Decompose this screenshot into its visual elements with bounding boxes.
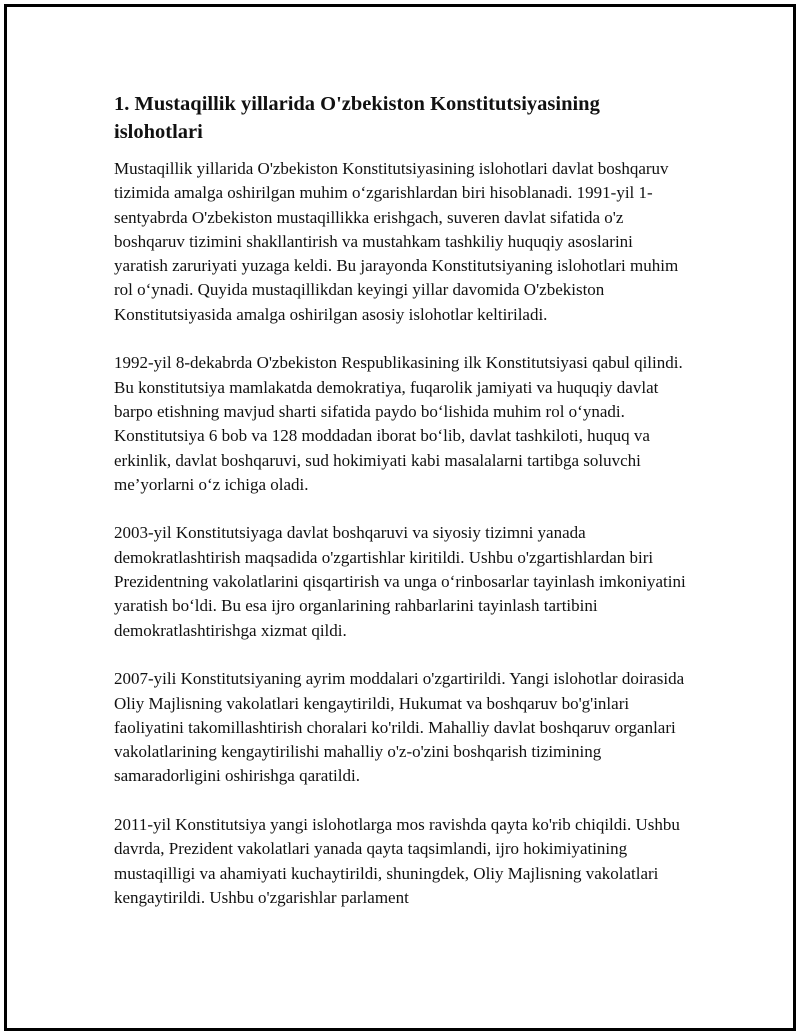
paragraph-1992: 1992-yil 8-dekabrda O'zbekiston Respublikasining ilk Konstitutsiyasi qabul qilindi. Bu konstitutsiya mamlakatda demokratiya, fuqarolik jamiyati va huquqiy davlat barpo etishning mavjud sharti sifatida paydo bo‘lishida muhim rol o‘ynadi. Konstitutsiya 6 bob va 128 moddadan iborat bo‘lib, davlat tashkiloti, huquq va erkinlik, davlat boshqaruvi, sud hokimiyati kabi masalalarni tartibga soluvchi me’yorlarni o‘z ichiga oladi.: [114, 353, 683, 494]
document-body: [114, 90, 689, 910]
paragraph-2003: 2003-yil Konstitutsiyaga davlat boshqaruvi va siyosiy tizimni yanada demokratlashtirish maqsadida o'zgartishlar kiritildi. Ushbu o'zgartishlardan biri Prezidentning vakolatlarini qisqartirish va unga o‘rinbosarlar tayinlash imkoniyatini yaratish bo‘ldi. Bu esa ijro organlarining rahbarlarini tayinlash tartibini demokratlashtirishga xizmat qildi.: [114, 523, 686, 640]
paragraph-2007: 2007-yili Konstitutsiyaning ayrim moddalari o'zgartirildi. Yangi islohotlar doirasida Oliy Majlisning vakolatlari kengaytirildi, Hukumat va boshqaruv bo'g'inlari faoliyatini takomillashtirish choralari ko'rildi. Mahalliy davlat boshqaruv organlari vakolatlarining kengaytirilishi mahalliy o'z-o'zini boshqarish tizimining samaradorligini oshirishga qaratildi.: [114, 669, 685, 786]
section-heading: 1. Mustaqillik yillarida O'zbekiston Konstitutsiyasining islohotlari: [114, 93, 600, 143]
paragraph-intro: Mustaqillik yillarida O'zbekiston Konstitutsiyasining islohotlari davlat boshqaruv tizimida amalga oshirilgan muhim o‘zgarishlardan biri hisoblanadi. 1991-yil 1-sentyabrda O'zbekiston mustaqillikka erishgach, suveren davlat sifatida o'z boshqaruv tizimini shakllantirish va mustahkam tashkiliy huquqiy asoslarini yaratish zaruriyati yuzaga keldi. Bu jarayonda Konstitutsiyaning islohotlari muhim rol o‘ynadi. Quyida mustaqillikdan keyingi yillar davomida O'zbekiston Konstitutsiyasida amalga oshirilgan asosiy islohotlar keltiriladi.: [114, 159, 679, 324]
paragraph-2011: 2011-yil Konstitutsiya yangi islohotlarga mos ravishda qayta ko'rib chiqildi. Ushbu davrda, Prezident vakolatlari yanada qayta taqsimlandi, ijro hokimiyatining mustaqilligi va ahamiyati kuchaytirildi, shuningdek, Oliy Majlisning vakolatlari kengaytirildi. Ushbu o'zgarishlar parlament: [114, 815, 680, 907]
